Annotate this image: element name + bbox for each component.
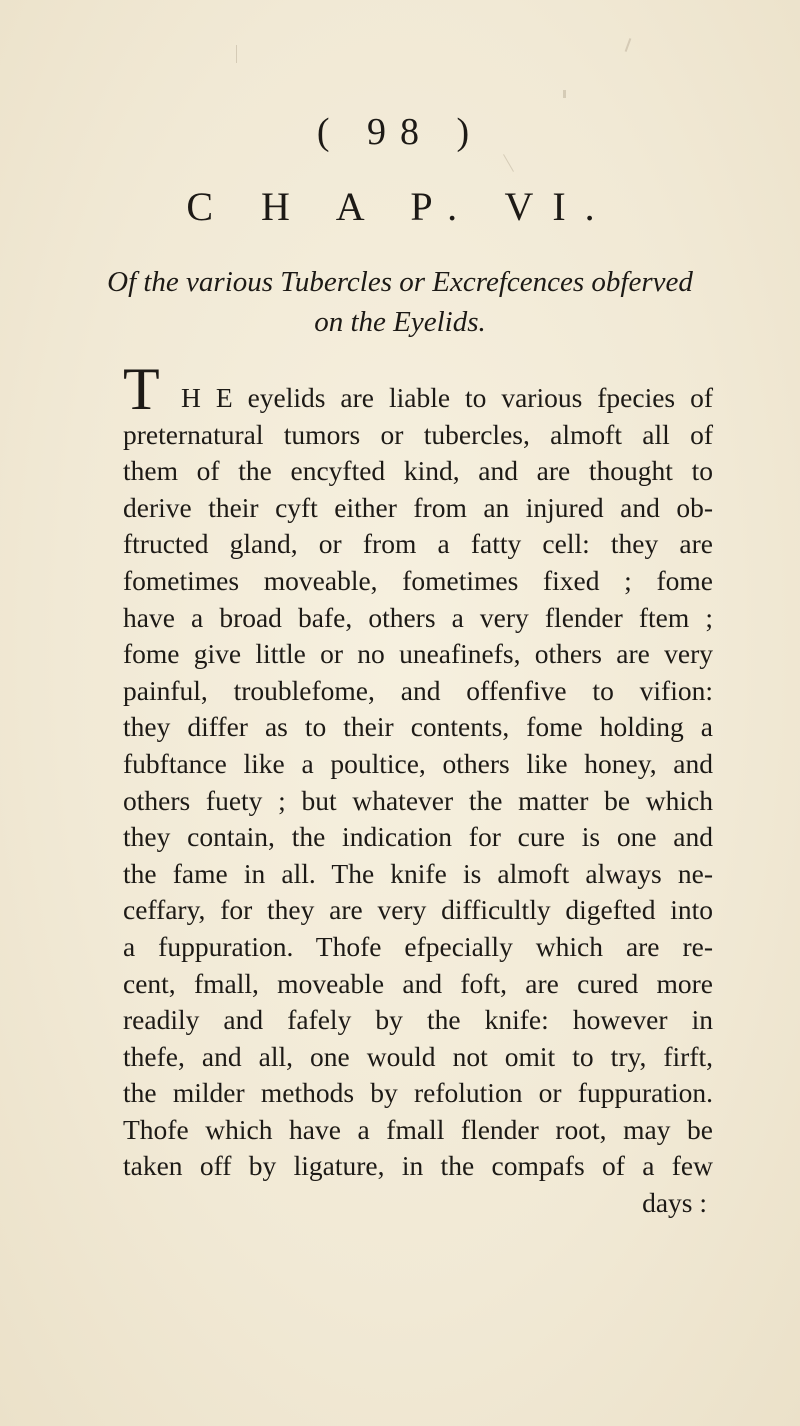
text-line: others fuety ; but whatever the matter be which — [123, 784, 713, 816]
paper-speck — [236, 45, 237, 63]
text-line: have a broad bafe, others a very flender ftem ; — [123, 601, 713, 633]
paper-speck — [503, 154, 514, 172]
text-line: them of the encyfted kind, and are thought to — [123, 455, 713, 487]
chapter-title-line: Of the various Tubercles or Excrefcences obferved — [107, 266, 693, 298]
body-lines — [123, 417, 713, 1185]
text-line: fubftance like a poultice, others like honey, and — [123, 747, 713, 779]
text-line: fome give little or no uneafinefs, others are very — [123, 638, 713, 670]
text-line: the milder methods by refolution or fuppuration. — [123, 1077, 713, 1109]
body-text — [123, 356, 713, 1222]
first-line-text: H E eyelids are liable to various fpecies of — [181, 382, 713, 413]
text-line: Thofe which have a fmall flender root, may be — [123, 1113, 713, 1145]
text-line: ftructed gland, or from a fatty cell: they are — [123, 528, 713, 560]
text-line: a fuppuration. Thofe efpecially which are re- — [123, 930, 713, 962]
page-number: ( 98 ) — [316, 111, 484, 153]
catchword: days : — [642, 1187, 707, 1219]
text-line: cent, fmall, moveable and foft, are cured more — [123, 967, 713, 999]
drop-cap: T — [123, 356, 160, 422]
text-line: ceffary, for they are very difficultly digefted into — [123, 894, 713, 926]
paper-speck — [563, 90, 566, 98]
text-line: thefe, and all, one would not omit to try, firft, — [123, 1040, 713, 1072]
text-line: painful, troublefome, and offenfive to vifion: — [123, 674, 713, 706]
first-text-line — [123, 356, 713, 422]
text-line: they differ as to their contents, fome holding a — [123, 711, 713, 743]
chapter-title-line: on the Eyelids. — [314, 306, 486, 338]
text-line: taken off by ligature, in the compafs of a few — [123, 1150, 713, 1182]
text-line: derive their cyft either from an injured and ob- — [123, 491, 713, 523]
text-line: the fame in all. The knife is almoft always ne- — [123, 857, 713, 889]
text-line: they contain, the indication for cure is one and — [123, 821, 713, 853]
chapter-heading: C H A P. VI. — [186, 184, 614, 229]
chapter-title — [0, 262, 800, 342]
paper-speck — [625, 38, 632, 52]
text-line: preternatural tumors or tubercles, almoft all of — [123, 418, 713, 450]
text-line: fometimes moveable, fometimes fixed ; fome — [123, 564, 713, 596]
text-line: readily and fafely by the knife: however in — [123, 1004, 713, 1036]
